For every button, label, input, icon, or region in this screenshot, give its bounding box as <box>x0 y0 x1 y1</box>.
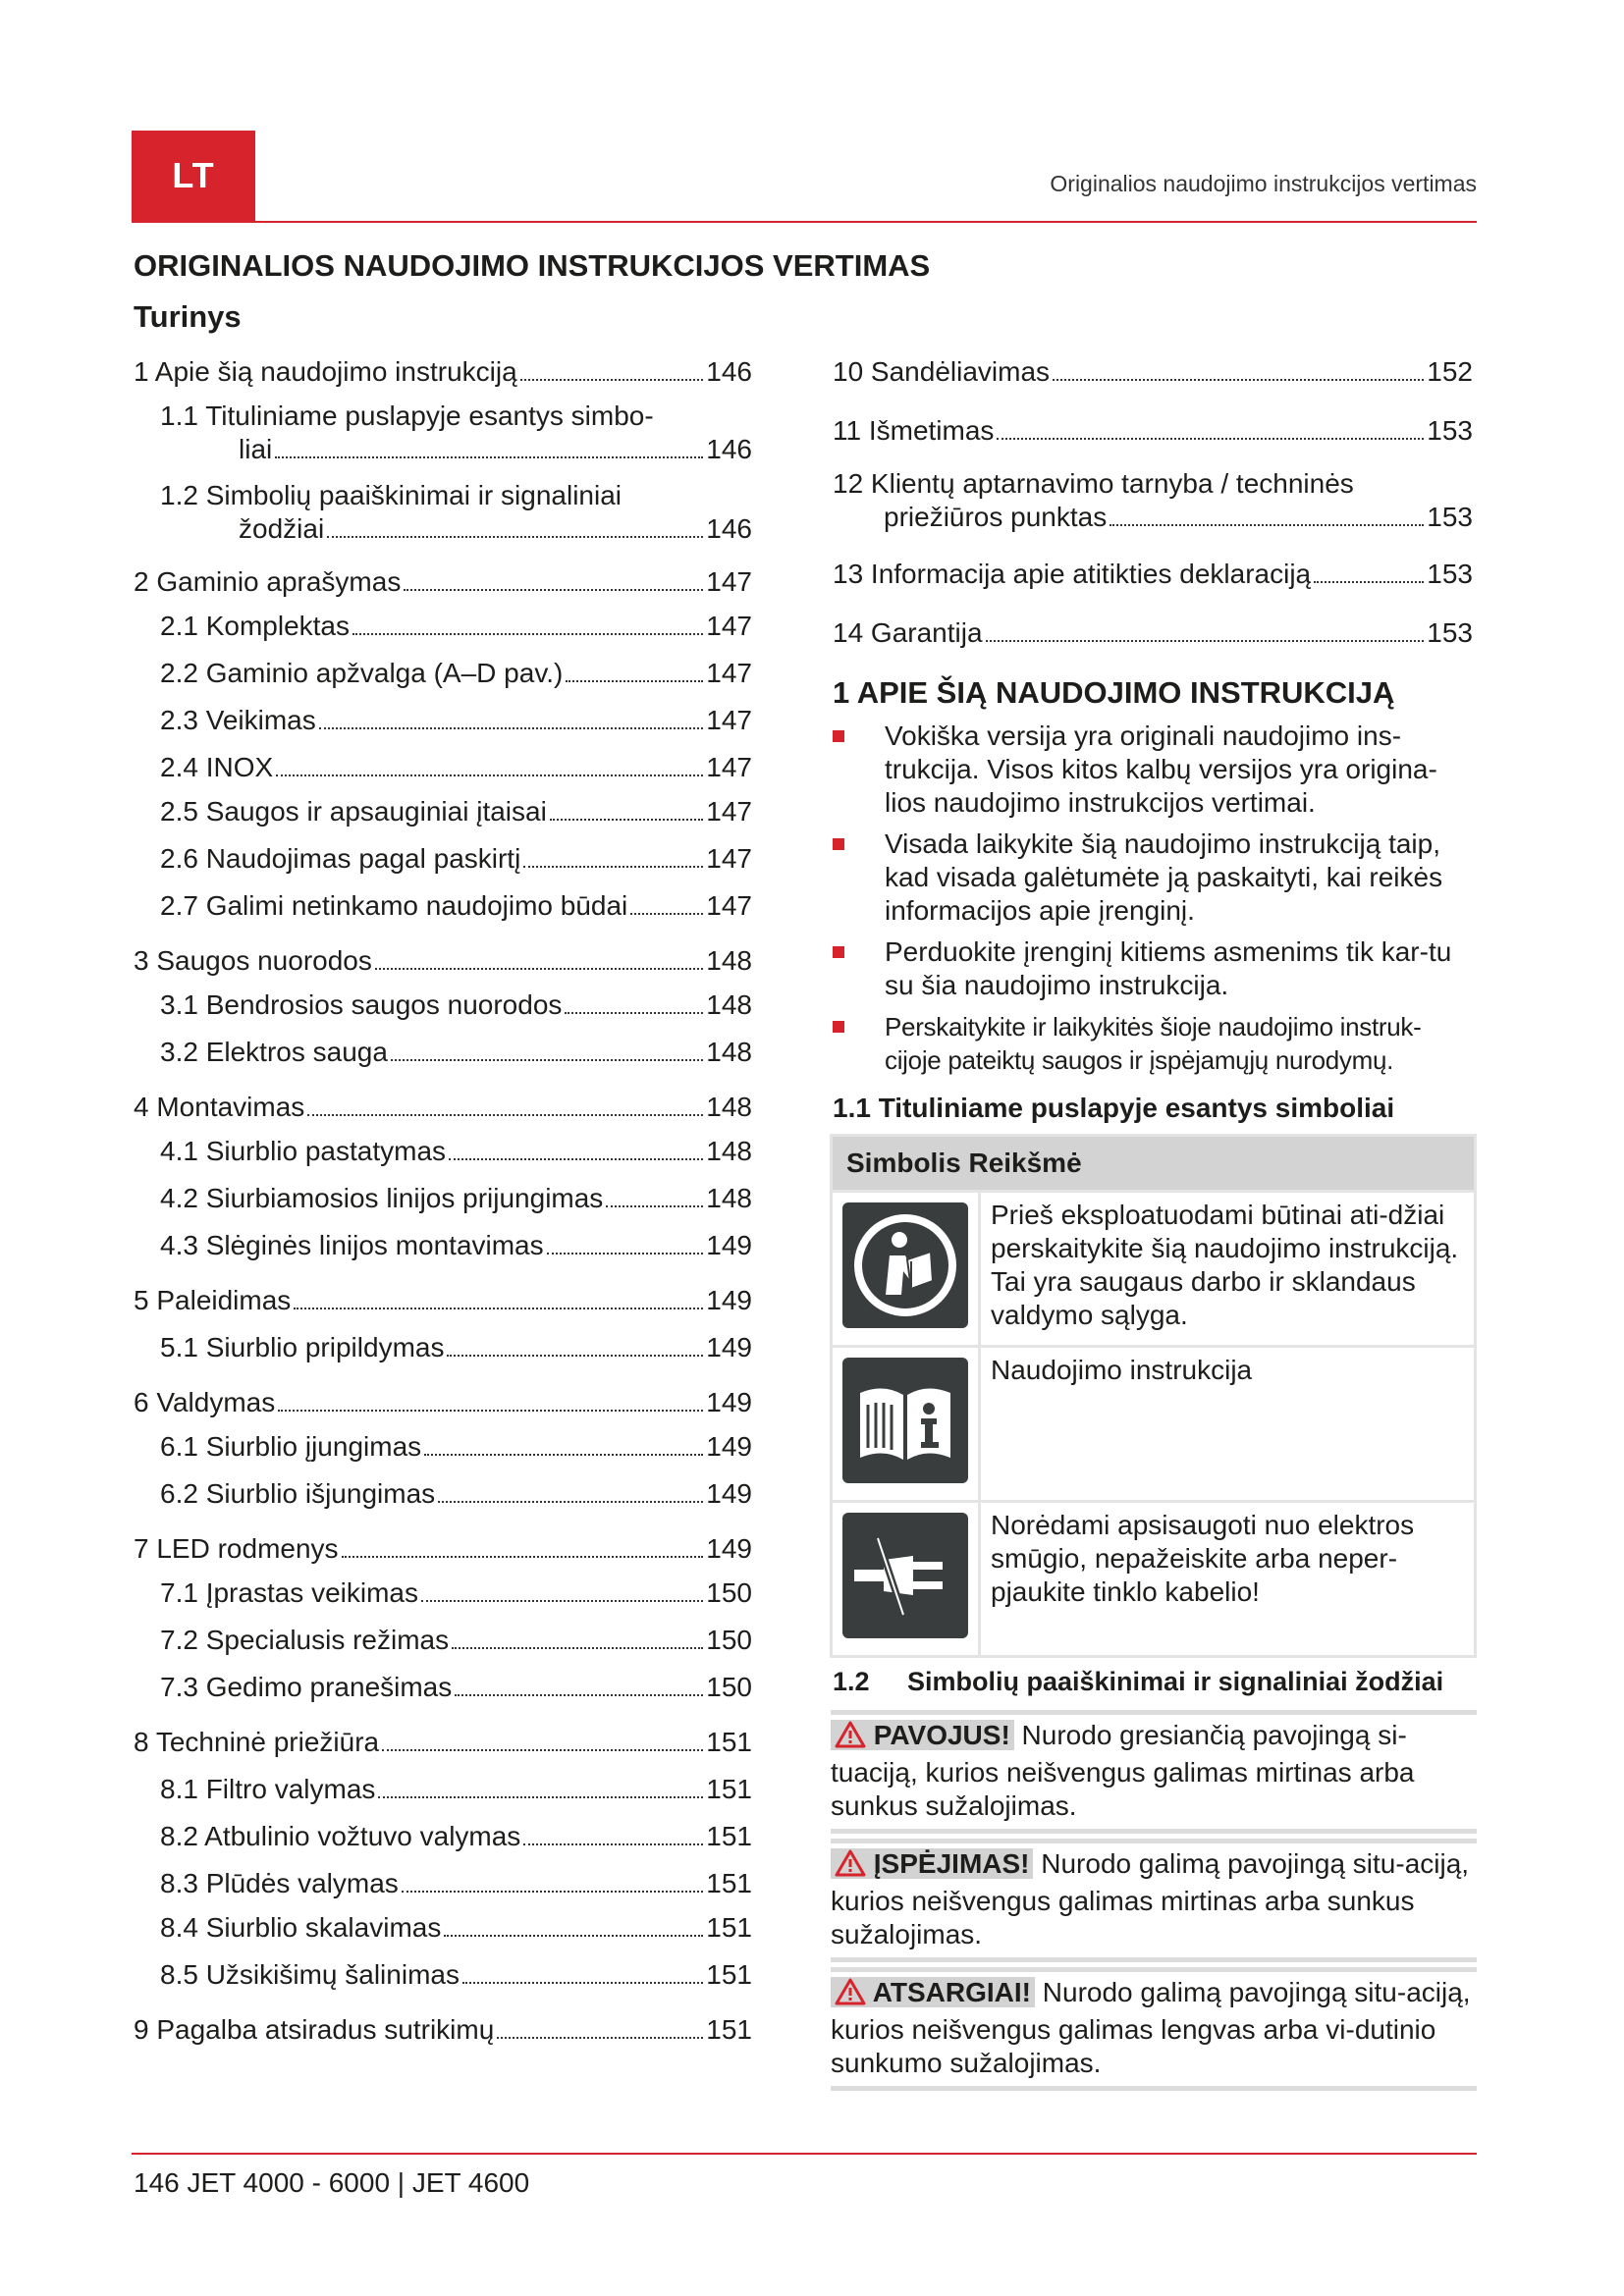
toc-label: 7.3 Gedimo pranešimas <box>160 1672 453 1702</box>
toc-entry[interactable] <box>134 795 752 828</box>
toc-page: 150 <box>706 1672 752 1702</box>
bullet-square-icon <box>833 730 844 742</box>
toc-page: 147 <box>706 752 752 782</box>
toc-label: 8 Techninė priežiūra <box>134 1727 380 1757</box>
toc-heading: Turinys <box>134 299 242 334</box>
toc-label: 9 Pagalba atsiradus sutrikimų <box>134 2014 495 2045</box>
toc-page: 148 <box>706 989 752 1020</box>
toc-entry[interactable] <box>134 944 752 978</box>
toc-label: 2.6 Naudojimas pagal paskirtį <box>160 843 521 874</box>
toc-label: 4.3 Slėginės linijos montavimas <box>160 1230 544 1260</box>
toc-page: 152 <box>1427 356 1473 387</box>
warning-triangle-icon <box>835 1978 866 2013</box>
section-1-1-heading: 1.1 Tituliniame puslapyje esantys simboliai <box>833 1093 1395 1123</box>
toc-page: 146 <box>706 434 752 464</box>
toc-entry[interactable] <box>134 988 752 1022</box>
symbols-table <box>830 1134 1477 1658</box>
toc-page: 146 <box>706 356 752 387</box>
toc-page: 153 <box>1427 415 1473 446</box>
running-title: Originalios naudojimo instrukcijos vertimas <box>1050 171 1477 196</box>
toc-page: 151 <box>706 1821 752 1851</box>
list-item: Perduokite įrenginį kitiems asmenims tik kar-tu su šia naudojimo instrukcija. <box>833 935 1477 1002</box>
warning-triangle-icon <box>835 1849 866 1885</box>
section-1-bullet-list <box>833 720 1477 1085</box>
toc-label: 2.5 Saugos ir apsauginiai įtaisai <box>160 796 547 827</box>
toc-label: 2.3 Veikimas <box>160 705 316 735</box>
table-row <box>832 1502 1476 1657</box>
toc-page: 151 <box>706 1774 752 1804</box>
toc-page: 151 <box>706 2014 752 2045</box>
warning-triangle-icon <box>835 1721 866 1756</box>
bullet-square-icon <box>833 838 844 850</box>
toc-page: 153 <box>1427 502 1473 532</box>
symbol-description: Norėdami apsisaugoti nuo elektros smūgio, nepažeiskite arba neper-pjaukite tinklo kabelio! <box>980 1502 1476 1657</box>
toc-entry[interactable] <box>134 355 752 389</box>
toc-entry[interactable] <box>134 889 752 923</box>
toc-label: 3.1 Bendrosios saugos nuorodos <box>160 989 563 1020</box>
toc-entry[interactable] <box>134 1911 752 1945</box>
toc-label: 6 Valdymas <box>134 1387 276 1417</box>
toc-entry[interactable] <box>134 842 752 876</box>
toc-entry[interactable] <box>134 704 752 737</box>
toc-page: 151 <box>706 1912 752 1943</box>
toc-label: 4.2 Siurbiamosios linijos prijungimas <box>160 1183 604 1213</box>
toc-entry[interactable] <box>134 1532 752 1566</box>
toc-page: 149 <box>706 1285 752 1315</box>
table-header: Simbolis Reikšmė <box>832 1136 1476 1192</box>
toc-page: 149 <box>706 1332 752 1362</box>
toc-page: 148 <box>706 1183 752 1213</box>
symbol-description: Naudojimo instrukcija <box>980 1347 1476 1502</box>
toc-page: 150 <box>706 1577 752 1608</box>
bullet-square-icon <box>833 946 844 958</box>
toc-entry[interactable] <box>134 1867 752 1900</box>
signal-word-warning: ĮSPĖJIMAS! Nurodo galimą pavojingą situ-aciją, kurios neišvengus galimas mirtinas arba sunkus sužalojimas. <box>831 1839 1477 1962</box>
toc-entry[interactable] <box>134 1624 752 1657</box>
toc-label: 12 Klientų aptarnavimo tarnyba / techninės <box>833 468 1354 499</box>
bullet-square-icon <box>833 1021 844 1033</box>
header-divider <box>132 221 1477 223</box>
toc-page: 147 <box>706 890 752 921</box>
toc-entry[interactable] <box>134 1182 752 1215</box>
toc-page: 153 <box>1427 617 1473 648</box>
toc-label: 1 Apie šią naudojimo instrukciją <box>134 356 517 387</box>
toc-entry[interactable] <box>134 1477 752 1511</box>
footer-divider <box>132 2153 1477 2155</box>
cut-plug-icon <box>842 1513 968 1638</box>
section-1-heading: 1 APIE ŠIĄ NAUDOJIMO INSTRUKCIJĄ <box>833 675 1395 710</box>
section-1-2-heading: 1.2 Simbolių paaiškinimai ir signaliniai žodžiai <box>833 1667 1444 1696</box>
toc-label: 2 Gaminio aprašymas <box>134 566 402 597</box>
toc-page: 146 <box>706 513 752 544</box>
symbol-description: Prieš eksploatuodami būtinai ati-džiai perskaitykite šią naudojimo instrukciją. Tai yra saugaus darbo ir sklandaus valdymo sąlyga. <box>980 1192 1476 1347</box>
toc-label: 8.1 Filtro valymas <box>160 1774 376 1804</box>
toc-label: 8.3 Plūdės valymas <box>160 1868 399 1898</box>
language-tab: LT <box>132 131 255 221</box>
toc-page: 153 <box>1427 559 1473 589</box>
toc-label: 1.2 Simbolių paaiškinimai ir signaliniai <box>160 480 622 510</box>
toc-entry[interactable] <box>833 558 1473 591</box>
toc-entry[interactable] <box>134 1229 752 1262</box>
toc-label: 3.2 Elektros sauga <box>160 1037 388 1067</box>
toc-page: 149 <box>706 1431 752 1462</box>
toc-right-column <box>833 355 1473 650</box>
page-footer: 146 JET 4000 - 6000 | JET 4600 <box>134 2167 530 2198</box>
toc-entry[interactable] <box>134 1135 752 1168</box>
toc-page: 151 <box>706 1868 752 1898</box>
list-item: Perskaitykite ir laikykitės šioje naudojimo instruk-cijoje pateiktų saugos ir įspėjamųjų nurodymų. <box>833 1010 1477 1077</box>
toc-page: 149 <box>706 1478 752 1509</box>
toc-page: 151 <box>706 1727 752 1757</box>
table-row <box>832 1347 1476 1502</box>
toc-label: 4.1 Siurblio pastatymas <box>160 1136 447 1166</box>
toc-label: 13 Informacija apie atitikties deklaraciją <box>833 559 1312 589</box>
toc-label: 5 Paleidimas <box>134 1285 292 1315</box>
toc-label-cont: priežiūros punktas <box>884 502 1108 532</box>
toc-page: 147 <box>706 611 752 641</box>
toc-entry[interactable] <box>833 467 1473 534</box>
toc-page: 147 <box>706 843 752 874</box>
list-item: Visada laikykite šią naudojimo instrukciją taip, kad visada galėtumėte ją paskaityti, kai reikės informacijos apie įrenginį. <box>833 828 1477 928</box>
toc-label: 14 Garantija <box>833 617 983 648</box>
toc-label: 11 Išmetimas <box>833 415 995 446</box>
toc-entry[interactable] <box>134 657 752 690</box>
toc-entry[interactable] <box>833 355 1473 389</box>
signal-word-caution: ATSARGIAI! Nurodo galimą pavojingą situ-aciją, kurios neišvengus galimas lengvas arba vi-dutinio sunkumo sužalojimas. <box>831 1967 1477 2091</box>
toc-label: 2.1 Komplektas <box>160 611 350 641</box>
table-row <box>832 1192 1476 1347</box>
toc-label: 5.1 Siurblio pripildymas <box>160 1332 445 1362</box>
toc-entry[interactable] <box>134 1820 752 1853</box>
toc-label: 6.2 Siurblio išjungimas <box>160 1478 436 1509</box>
toc-entry[interactable] <box>134 1284 752 1317</box>
toc-entry[interactable] <box>134 2013 752 2047</box>
toc-entry[interactable] <box>134 1091 752 1124</box>
toc-entry[interactable] <box>833 414 1473 448</box>
toc-page: 150 <box>706 1625 752 1655</box>
toc-entry[interactable] <box>134 565 752 599</box>
list-item: Vokiška versija yra originali naudojimo ins-trukcija. Visos kitos kalbų versijos yra origina-lios naudojimo instrukcijos vertimai. <box>833 720 1477 820</box>
toc-entry[interactable] <box>134 1331 752 1364</box>
toc-page: 151 <box>706 1959 752 1990</box>
toc-label: 3 Saugos nuorodos <box>134 945 372 976</box>
toc-page: 147 <box>706 796 752 827</box>
toc-label: 8.5 Užsikišimų šalinimas <box>160 1959 460 1990</box>
toc-entry[interactable] <box>134 1958 752 1992</box>
toc-label: 4 Montavimas <box>134 1092 305 1122</box>
toc-page: 147 <box>706 566 752 597</box>
toc-label: 7 LED rodmenys <box>134 1533 339 1564</box>
toc-label-cont: liai <box>239 434 273 464</box>
read-manual-icon <box>842 1202 968 1328</box>
toc-page: 149 <box>706 1230 752 1260</box>
toc-label: 10 Sandėliavimas <box>833 356 1051 387</box>
toc-page: 148 <box>706 1136 752 1166</box>
toc-page: 148 <box>706 945 752 976</box>
toc-entry[interactable] <box>134 610 752 643</box>
toc-entry[interactable] <box>134 1671 752 1704</box>
toc-page: 149 <box>706 1533 752 1564</box>
toc-entry[interactable] <box>134 479 752 546</box>
toc-label: 2.7 Galimi netinkamo naudojimo būdai <box>160 890 628 921</box>
signal-word-danger: PAVOJUS! Nurodo gresiančią pavojingą si-tuaciją, kurios neišvengus galimas mirtinas arba sunkus sužalojimas. <box>831 1710 1477 1834</box>
toc-label: 7.2 Specialusis režimas <box>160 1625 450 1655</box>
toc-entry[interactable] <box>134 1386 752 1419</box>
toc-label: 8.4 Siurblio skalavimas <box>160 1912 442 1943</box>
toc-page: 148 <box>706 1037 752 1067</box>
toc-entry[interactable] <box>134 1773 752 1806</box>
toc-entry[interactable] <box>134 1726 752 1759</box>
toc-entry[interactable] <box>134 1430 752 1464</box>
toc-page: 147 <box>706 705 752 735</box>
toc-label-cont: žodžiai <box>239 513 325 544</box>
toc-entry[interactable] <box>134 1036 752 1069</box>
toc-page: 149 <box>706 1387 752 1417</box>
toc-label: 2.4 INOX <box>160 752 274 782</box>
toc-page: 148 <box>706 1092 752 1122</box>
toc-entry[interactable] <box>833 616 1473 650</box>
toc-label: 1.1 Tituliniame puslapyje esantys simbo- <box>160 400 654 431</box>
toc-entry[interactable] <box>134 1576 752 1610</box>
toc-entry[interactable] <box>134 751 752 784</box>
toc-label: 8.2 Atbulinio vožtuvo valymas <box>160 1821 521 1851</box>
toc-left-column <box>134 355 752 2047</box>
toc-page: 147 <box>706 658 752 688</box>
toc-label: 7.1 Įprastas veikimas <box>160 1577 418 1608</box>
document-title: ORIGINALIOS NAUDOJIMO INSTRUKCIJOS VERTIMAS <box>134 248 931 283</box>
toc-label: 6.1 Siurblio įjungimas <box>160 1431 422 1462</box>
toc-entry[interactable] <box>134 400 752 466</box>
toc-label: 2.2 Gaminio apžvalga (A–D pav.) <box>160 658 564 688</box>
manual-info-icon <box>842 1358 968 1483</box>
